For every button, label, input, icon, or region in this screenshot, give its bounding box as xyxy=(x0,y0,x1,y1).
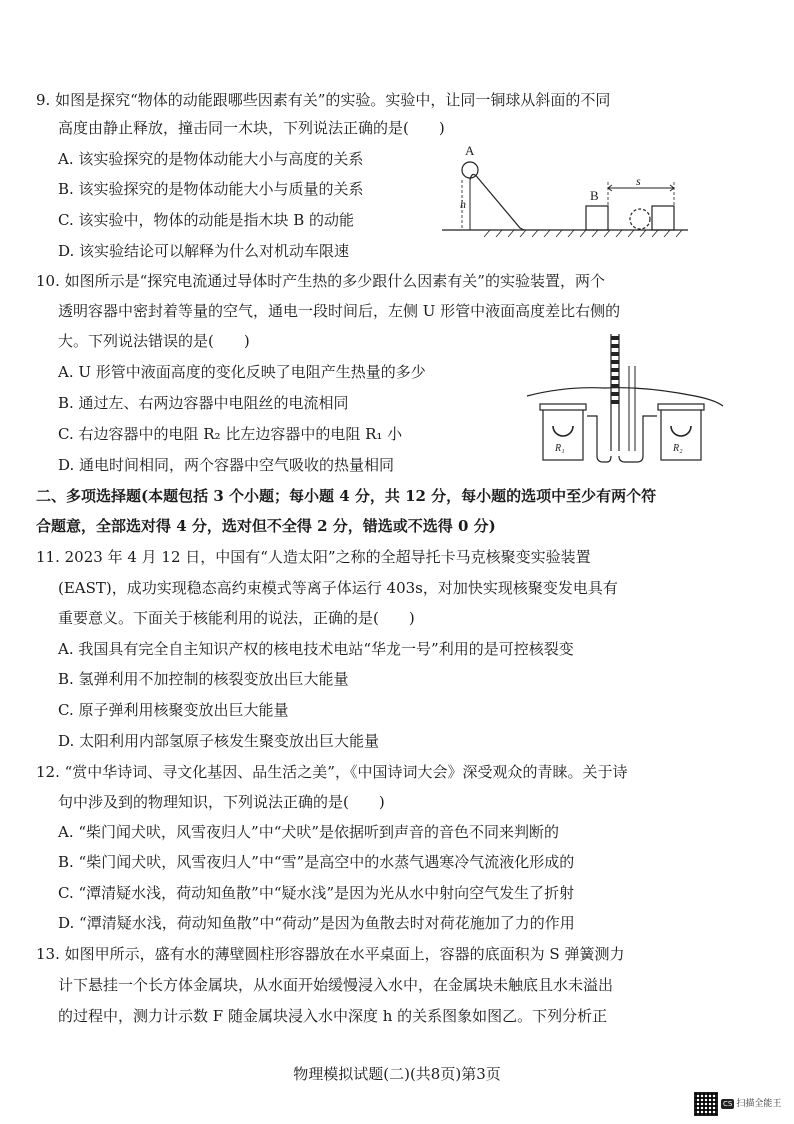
q9-stem-line2: 高度由静止释放，撞击同一木块，下列说法正确的是( ) xyxy=(58,119,445,137)
q10-stem-line1: 10. 如图所示是“探究电流通过导体时产生热的多少跟什么因素有关”的实验装置，两个 xyxy=(36,272,605,290)
q10-joule-heating-figure xyxy=(525,326,725,466)
q9-fig-label-height: h xyxy=(460,197,466,211)
qr-code-icon xyxy=(694,1092,718,1116)
q11-stem-line3: 重要意义。下面关于核能利用的说法，正确的是( ) xyxy=(58,609,415,627)
scanner-logo-icon: CS xyxy=(723,1100,733,1108)
q10-fig-label-r2: R₂ xyxy=(673,443,683,454)
q10-option-d: D. 通电时间相同，两个容器中空气吸收的热量相同 xyxy=(58,456,395,474)
q9-fig-label-distance: s xyxy=(636,174,641,188)
q10-stem-line3: 大。下列说法错误的是( ) xyxy=(58,332,250,350)
scanner-badge xyxy=(694,1092,784,1116)
q12-option-a: A. “柴门闻犬吠，风雪夜归人”中“犬吠”是依据听到声音的音色不同来判断的 xyxy=(58,823,560,841)
q10-stem-line2: 透明容器中密封着等量的空气，通电一段时间后，左侧 U 形管中液面高度差比右侧的 xyxy=(58,302,621,320)
q9-fig-label-block: B xyxy=(590,188,599,203)
q10-option-a: A. U 形管中液面高度的变化反映了电阻产生热量的多少 xyxy=(58,363,426,381)
q11-option-a: A. 我国具有完全自主知识产权的核电技术电站“华龙一号”利用的是可控核裂变 xyxy=(58,640,574,658)
q12-option-c: C. “潭清疑水浅，荷动知鱼散”中“疑水浅”是因为光从水中射向空气发生了折射 xyxy=(58,884,575,902)
q13-stem-line3: 的过程中，测力计示数 F 随金属块浸入水中深度 h 的关系图象如图乙。下列分析正 xyxy=(58,1007,608,1025)
q13-stem-line2: 计下悬挂一个长方体金属块，从水面开始缓慢浸入水中，在金属块未触底且水未溢出 xyxy=(58,976,614,994)
q9-option-c: C. 该实验中，物体的动能是指木块 B 的动能 xyxy=(58,211,355,229)
q10-option-b: B. 通过左、右两边容器中电阻丝的电流相同 xyxy=(58,394,349,412)
q11-stem-line1: 11. 2023 年 4 月 12 日，中国有“人造太阳”之称的全超导托卡马克核聚变实验装置 xyxy=(36,548,591,566)
q9-stem-line1: 9. 如图是探究“物体的动能跟哪些因素有关”的实验。实验中，让同一铜球从斜面的不同 xyxy=(36,91,611,109)
q12-option-b: B. “柴门闻犬吠，风雪夜归人”中“雪”是高空中的水蒸气遇寒冷气流液化形成的 xyxy=(58,853,575,871)
q12-stem-line1: 12. “赏中华诗词、寻文化基因、品生活之美”，《中国诗词大会》深受观众的青睐。关于诗 xyxy=(36,763,628,781)
q11-option-c: C. 原子弹利用核聚变放出巨大能量 xyxy=(58,701,289,719)
q11-option-b: B. 氢弹利用不加控制的核裂变放出巨大能量 xyxy=(58,670,349,688)
scanner-badge-text xyxy=(721,1099,781,1109)
section2-heading-line1: 二、多项选择题(本题包括 3 个小题；每小题 4 分，共 12 分，每小题的选项中至少有两个符 xyxy=(36,487,657,505)
section2-heading-line2: 合题意，全部选对得 4 分，选对但不全得 2 分，错选或不选得 0 分) xyxy=(36,517,496,535)
q9-option-a: A. 该实验探究的是物体动能大小与高度的关系 xyxy=(58,150,364,168)
q10-fig-label-r1: R₁ xyxy=(555,443,565,454)
page-footer: 物理模拟试题(二)(共8页)第3页 xyxy=(293,1065,501,1083)
q11-option-d: D. 太阳利用内部氢原子核发生聚变放出巨大能量 xyxy=(58,732,380,750)
q13-stem-line1: 13. 如图甲所示，盛有水的薄壁圆柱形容器放在水平桌面上，容器的底面积为 S 弹簧测力 xyxy=(36,945,625,963)
q11-stem-line2: (EAST)，成功实现稳态高约束模式等离子体运行 403s，对加快实现核聚变发电具有 xyxy=(58,579,618,597)
q10-option-c: C. 右边容器中的电阻 R₂ 比左边容器中的电阻 R₁ 小 xyxy=(58,425,403,443)
scanner-app-name: 扫描全能王 xyxy=(736,1099,782,1109)
q9-option-b: B. 该实验探究的是物体动能大小与质量的关系 xyxy=(58,180,364,198)
q9-option-d: D. 该实验结论可以解释为什么对机动车限速 xyxy=(58,242,350,260)
q9-incline-figure xyxy=(440,140,690,240)
q9-fig-label-ball: A xyxy=(465,143,475,158)
q12-option-d: D. “潭清疑水浅，荷动知鱼散”中“荷动”是因为鱼散去时对荷花施加了力的作用 xyxy=(58,914,575,932)
q12-stem-line2: 句中涉及到的物理知识，下列说法正确的是( ) xyxy=(58,793,385,811)
